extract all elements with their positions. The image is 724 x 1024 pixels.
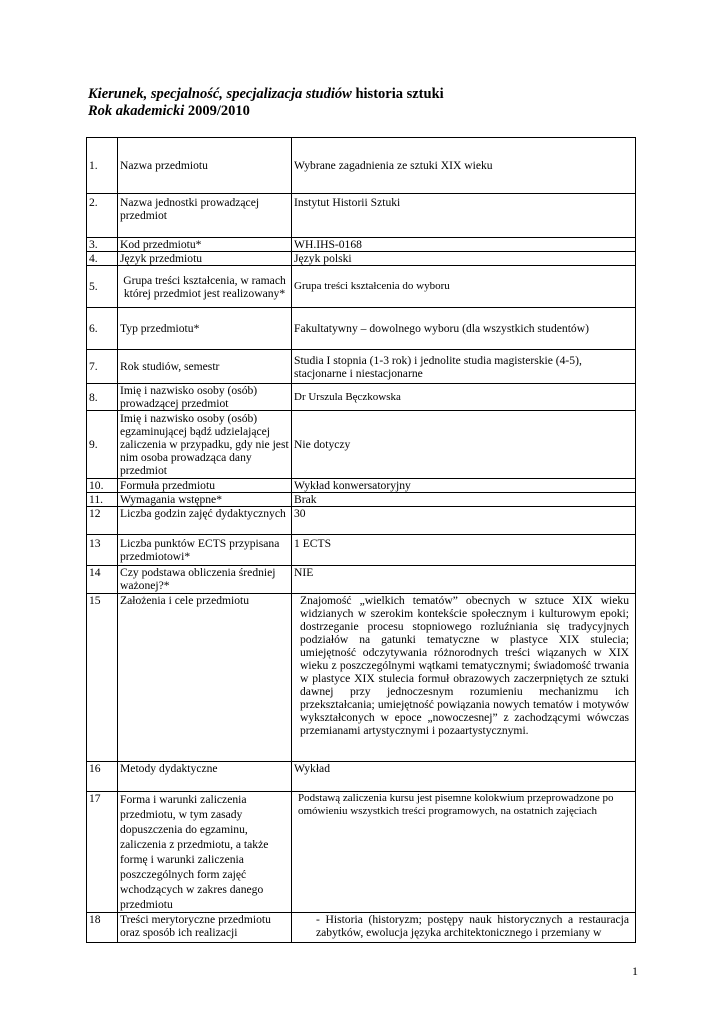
row-label: Kod przedmiotu*	[118, 238, 292, 252]
row-label: Czy podstawa obliczenia średniej ważonej?*	[118, 566, 292, 594]
table-row	[87, 384, 636, 411]
table-row	[87, 762, 636, 792]
row-number: 5.	[87, 266, 118, 308]
row-value: Dr Urszula Bęczkowska	[292, 384, 636, 411]
row-label: Grupa treści kształcenia, w ramach której przedmiot jest realizowany*	[118, 266, 292, 308]
row-number: 13	[87, 535, 118, 566]
row-label: Imię i nazwisko osoby (osób) egzaminującej bądź udzielającej zaliczenia w przypadku, gdy nie jest nim osoba prowadząca dany przedmiot	[118, 411, 292, 479]
table-row	[87, 238, 636, 252]
row-value: Wykład	[292, 762, 636, 792]
row-value: Studia I stopnia (1-3 rok) i jednolite studia magisterskie (4-5), stacjonarne i niestacjonarne	[292, 350, 636, 384]
header-study-field-label: Kierunek, specjalność, specjalizacja studiów	[88, 86, 352, 102]
row-label: Nazwa przedmiotu	[118, 138, 292, 194]
header-line-study-field	[88, 86, 444, 103]
page-number: 1	[632, 964, 638, 978]
row-number: 10.	[87, 479, 118, 493]
row-number: 6.	[87, 308, 118, 350]
row-label: Język przedmiotu	[118, 252, 292, 266]
header-study-field-value: historia sztuki	[351, 86, 444, 102]
row-label: Założenia i cele przedmiotu	[118, 594, 292, 762]
row-value: Fakultatywny – dowolnego wyboru (dla wszystkich studentów)	[292, 308, 636, 350]
table-row	[87, 252, 636, 266]
table-row	[87, 594, 636, 762]
row-number: 4.	[87, 252, 118, 266]
row-number: 3.	[87, 238, 118, 252]
table-row	[87, 479, 636, 493]
row-value: - Historia (historyzm; postępy nauk historycznych a restauracja zabytków, ewolucja języka architektonicznego i przemiany w	[292, 913, 636, 943]
table-row	[87, 792, 636, 913]
table-row	[87, 194, 636, 238]
table-row	[87, 308, 636, 350]
row-number: 12	[87, 507, 118, 535]
row-label: Wymagania wstępne*	[118, 493, 292, 507]
row-number: 9.	[87, 411, 118, 479]
row-label: Liczba godzin zajęć dydaktycznych	[118, 507, 292, 535]
row-number: 17	[87, 792, 118, 913]
row-value: Wybrane zagadnienia ze sztuki XIX wieku	[292, 138, 636, 194]
row-value: Język polski	[292, 252, 636, 266]
table-row	[87, 138, 636, 194]
row-value: Znajomość „wielkich tematów” obecnych w sztuce XIX wieku widzianych w szerokim kontekście społecznym i kulturowym epoki; dostrzeganie procesu stopniowego rozluźniania się tradycyjnych podziałów na gatunki tematyczne w plastyce XIX stulecia; umiejętność odczytywania różnorodnych treści wiązanych w XIX wieku z poszczególnymi wątkami tematycznymi; świadomość trwania w plastyce XIX stulecia formuł obrazowych zaczerpniętych ze sztuki dawnej przy jednoczesnym rozumieniu mechanizmu ich przekształcania; umiejętność powiązania nowych tematów i motywów wykształconych w epoce „nowoczesnej” z zachodzącymi wówczas przemianami artystycznymi i pozaartystycznymi.	[292, 594, 636, 762]
row-label: Nazwa jednostki prowadzącej przedmiot	[118, 194, 292, 238]
row-number: 1.	[87, 138, 118, 194]
row-label: Forma i warunki zaliczenia przedmiotu, w tym zasady dopuszczenia do egzaminu, zaliczenia z przedmiotu, a także formę i warunki zaliczenia poszczególnych form zajęć wchodzących w zakres danego przedmiotu	[118, 792, 292, 913]
header-academic-year-label: Rok akademicki	[88, 103, 185, 119]
row-value: Brak	[292, 493, 636, 507]
row-label: Imię i nazwisko osoby (osób) prowadzącej przedmiot	[118, 384, 292, 411]
table-row	[87, 350, 636, 384]
syllabus-table	[86, 137, 636, 943]
row-number: 8.	[87, 384, 118, 411]
row-label: Formuła przedmiotu	[118, 479, 292, 493]
row-number: 2.	[87, 194, 118, 238]
row-value: 1 ECTS	[292, 535, 636, 566]
row-number: 14	[87, 566, 118, 594]
row-label: Treści merytoryczne przedmiotu oraz sposób ich realizacji	[118, 913, 292, 943]
table-row	[87, 913, 636, 943]
document-header	[88, 86, 444, 120]
table-row	[87, 507, 636, 535]
row-value: Podstawą zaliczenia kursu jest pisemne kolokwium przeprowadzone po omówieniu wszystkich treści programowych, na ostatnich zajęciach	[292, 792, 636, 913]
row-value: Grupa treści kształcenia do wyboru	[292, 266, 636, 308]
row-label: Liczba punktów ECTS przypisana przedmiotowi*	[118, 535, 292, 566]
row-value: Instytut Historii Sztuki	[292, 194, 636, 238]
table-row	[87, 493, 636, 507]
row-label: Rok studiów, semestr	[118, 350, 292, 384]
row-number: 16	[87, 762, 118, 792]
row-value: Wykład konwersatoryjny	[292, 479, 636, 493]
row-label: Typ przedmiotu*	[118, 308, 292, 350]
table-row	[87, 266, 636, 308]
table-row	[87, 566, 636, 594]
header-line-academic-year	[88, 103, 444, 120]
header-academic-year-value: 2009/2010	[184, 103, 250, 119]
row-number: 11.	[87, 493, 118, 507]
row-label: Metody dydaktyczne	[118, 762, 292, 792]
row-value: 30	[292, 507, 636, 535]
row-value: Nie dotyczy	[292, 411, 636, 479]
row-value: WH.IHS-0168	[292, 238, 636, 252]
table-row	[87, 411, 636, 479]
row-number: 7.	[87, 350, 118, 384]
row-value: NIE	[292, 566, 636, 594]
row-number: 15	[87, 594, 118, 762]
row-number: 18	[87, 913, 118, 943]
table-row	[87, 535, 636, 566]
